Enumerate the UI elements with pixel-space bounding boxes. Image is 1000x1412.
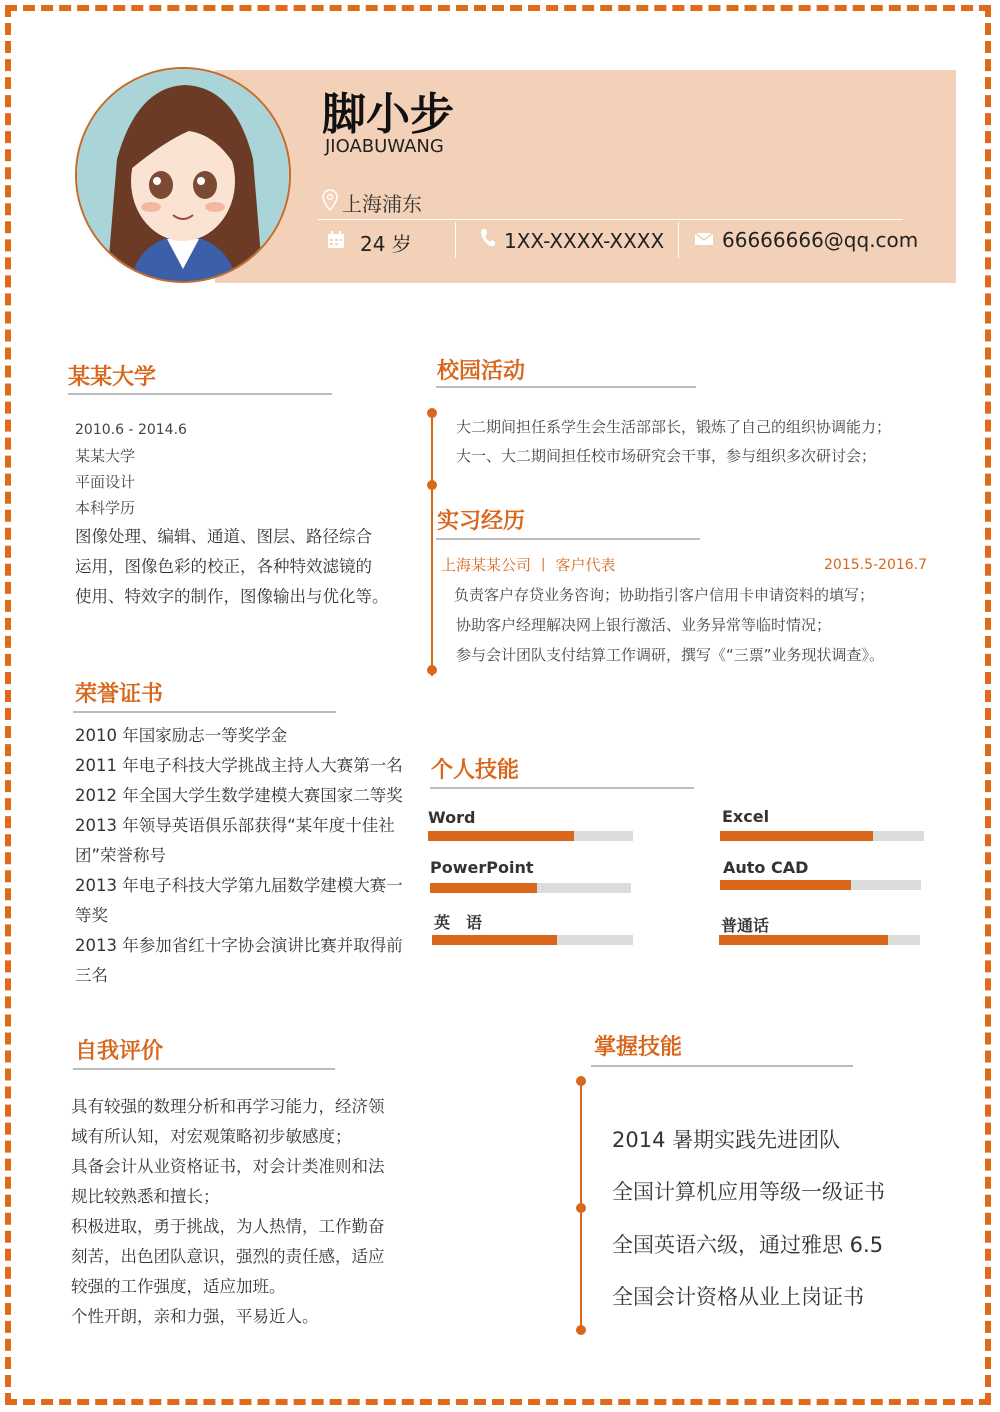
- mail-icon: [694, 228, 714, 252]
- education-period: 2010.6 - 2014.6: [75, 422, 187, 438]
- education-desc-line: 运用，图像色彩的校正，各种特效滤镜的: [75, 557, 372, 576]
- internship-rule: [436, 538, 700, 540]
- timeline-dot: [576, 1325, 586, 1335]
- honors-rule: [73, 711, 336, 713]
- location-text: 上海浦东: [342, 192, 422, 216]
- self-eval-line: 刻苦，出色团队意识，强烈的责任感，适应: [71, 1247, 385, 1266]
- skill-bar: [428, 831, 633, 841]
- honor-line: 2013 年电子科技大学第九届数学建模大赛一: [75, 876, 403, 895]
- internship-line: 负责客户存贷业务咨询；协助指引客户信用卡申请资料的填写；: [454, 586, 875, 604]
- contact-separator: [678, 222, 679, 258]
- skill-label: 普通话: [721, 916, 770, 935]
- campus-line: 大二期间担任系学生会生活部部长，锻炼了自己的组织协调能力；: [456, 418, 892, 436]
- skill-bar: [719, 935, 920, 945]
- calendar-icon: [326, 230, 346, 255]
- self-eval-line: 域有所认知，对宏观策略初步敏感度；: [71, 1127, 352, 1146]
- skill-bar: [720, 880, 921, 890]
- mastery-item: 全国会计资格从业上岗证书: [612, 1285, 864, 1309]
- honor-line: 团”荣誉称号: [75, 846, 167, 865]
- email-text: 66666666@qq.com: [722, 228, 919, 252]
- honor-line: 2010 年国家励志一等奖学金: [75, 726, 288, 745]
- timeline-dot: [427, 408, 437, 418]
- skill-bar: [720, 831, 924, 841]
- self-eval-title: 自我评价: [75, 1039, 164, 1064]
- contact-separator: [455, 222, 456, 258]
- skill-bar-fill: [720, 880, 851, 890]
- education-desc-line: 使用、特效字的制作，图像输出与优化等。: [75, 587, 389, 606]
- mastery-title: 掌握技能: [594, 1035, 683, 1060]
- education-desc-line: 图像处理、编辑、通道、图层、路径综合: [75, 527, 372, 546]
- skill-bar-fill: [428, 831, 574, 841]
- education-major: 平面设计: [75, 473, 136, 491]
- timeline-dot: [427, 665, 437, 675]
- honor-line: 2013 年领导英语俱乐部获得“某年度十佳社: [75, 816, 395, 835]
- mastery-item: 全国英语六级，通过雅思 6.5: [612, 1233, 884, 1257]
- honor-line: 三名: [75, 966, 108, 985]
- avatar: [75, 67, 291, 283]
- location: [322, 188, 422, 217]
- timeline-dot: [427, 480, 437, 490]
- honor-line: 2011 年电子科技大学挑战主持人大赛第一名: [75, 756, 403, 775]
- mastery-rule: [591, 1065, 853, 1067]
- internship-company-role: 上海某某公司 丨 客户代表: [441, 556, 616, 574]
- self-eval-line: 规比较熟悉和擅长；: [71, 1187, 220, 1206]
- skill-bar-fill: [720, 831, 873, 841]
- age-text: 24 岁: [360, 232, 412, 256]
- timeline-dot: [576, 1203, 586, 1213]
- honor-line: 2012 年全国大学生数学建模大赛国家二等奖: [75, 786, 403, 805]
- honor-line: 等奖: [75, 906, 108, 925]
- location-pin-icon: [322, 189, 338, 216]
- education-degree: 本科学历: [75, 499, 136, 517]
- phone-contact: [480, 228, 664, 253]
- internship-line: 协助客户经理解决网上银行激活、业务异常等临时情况；: [456, 616, 832, 634]
- timeline-line: [431, 412, 433, 676]
- candidate-pinyin: JIOABUWANG: [325, 136, 444, 157]
- skills-rule: [430, 787, 694, 789]
- campus-rule: [436, 386, 696, 388]
- education-school: 某某大学: [75, 447, 136, 465]
- mastery-item: 2014 暑期实践先进团队: [612, 1128, 841, 1152]
- campus-line: 大一、大二期间担任校市场研究会干事，参与组织多次研讨会；: [456, 447, 877, 465]
- skill-label: Auto CAD: [723, 858, 809, 877]
- skill-bar-fill: [430, 883, 537, 893]
- skill-bar-fill: [719, 935, 888, 945]
- self-eval-line: 具备会计从业资格证书，对会计类准则和法: [71, 1157, 385, 1176]
- self-eval-line: 较强的工作强度，适应加班。: [71, 1277, 286, 1296]
- self-eval-line: 积极进取，勇于挑战，为人热情，工作勤奋: [71, 1217, 385, 1236]
- skill-label: PowerPoint: [430, 858, 534, 877]
- self-eval-line: 个性开朗，亲和力强，平易近人。: [71, 1307, 319, 1326]
- header-divider: [318, 219, 903, 220]
- honors-title: 荣誉证书: [75, 682, 164, 707]
- candidate-name: 脚小步: [322, 89, 454, 140]
- mastery-item: 全国计算机应用等级一级证书: [612, 1180, 885, 1204]
- internship-period: 2015.5-2016.7: [824, 557, 928, 573]
- age-contact: [326, 228, 412, 257]
- email-contact: [694, 228, 918, 252]
- education-rule: [68, 393, 332, 395]
- campus-title: 校园活动: [437, 359, 526, 384]
- self-eval-line: 具有较强的数理分析和再学习能力，经济领: [71, 1097, 385, 1116]
- skill-bar-fill: [432, 935, 557, 945]
- honor-line: 2013 年参加省红十字协会演讲比赛并取得前: [75, 936, 403, 955]
- skill-bar: [430, 883, 631, 893]
- skills-title: 个人技能: [431, 758, 520, 783]
- phone-icon: [480, 228, 496, 253]
- skill-label: 英 语: [434, 913, 483, 932]
- self-eval-rule: [73, 1068, 335, 1070]
- internship-title: 实习经历: [437, 509, 526, 534]
- skill-label: Word: [428, 808, 476, 827]
- internship-line: 参与会计团队支付结算工作调研，撰写《“三票”业务现状调查》。: [456, 646, 885, 664]
- timeline-dot: [576, 1076, 586, 1086]
- skill-bar: [432, 935, 633, 945]
- skill-label: Excel: [722, 807, 770, 826]
- phone-text: 1XX-XXXX-XXXX: [504, 228, 665, 253]
- education-title: 某某大学: [68, 365, 157, 390]
